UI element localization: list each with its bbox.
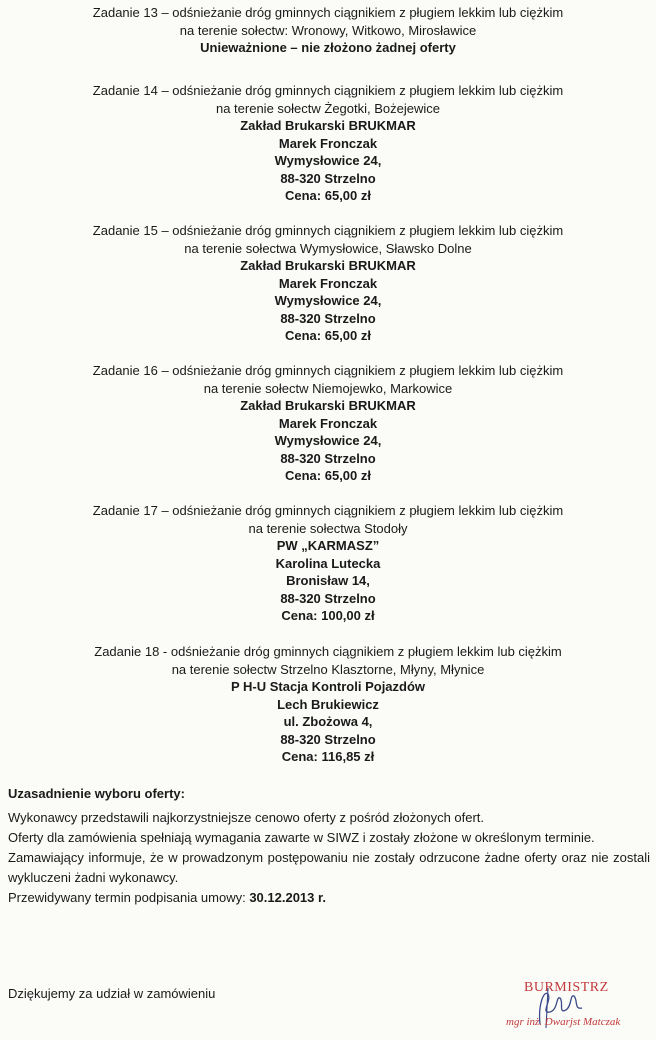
contractor-price: Cena: 65,00 zł [285, 188, 371, 203]
signing-date: 30.12.2013 r. [249, 890, 326, 905]
justification-heading: Uzasadnienie wyboru oferty: [8, 786, 185, 801]
contractor-name: Zakład Brukarski BRUKMAR [240, 118, 416, 133]
contractor-price: Cena: 65,00 zł [285, 328, 371, 343]
contractor-city: 88-320 Strzelno [280, 450, 376, 466]
contractor-address: Wymysłowice 24, [274, 433, 382, 448]
contractor-name: PW „KARMASZ” [276, 538, 380, 553]
task-17 [0, 502, 656, 625]
task-area: na terenie sołectw Strzelno Klasztorne, Młyny, Młynice [171, 661, 485, 677]
task-18 [0, 643, 656, 766]
contractor-address: Bronisław 14, [286, 573, 370, 588]
stamp-title: BURMISTRZ [524, 980, 609, 995]
contractor-address: Wymysłowice 24, [274, 153, 382, 168]
mayor-stamp [496, 976, 652, 1036]
contractor-address: ul. Zbożowa 4, [283, 714, 373, 729]
thanks-note: Dziękujemy za udział w zamówieniu [8, 986, 216, 1001]
task-title: Zadanie 16 – odśnieżanie dróg gminnych ciągnikiem z pługiem lekkim lub ciężkim [92, 363, 564, 378]
contractor-owner: Marek Fronczak [278, 275, 378, 291]
task-area: na terenie sołectwa Stodoły [248, 520, 408, 536]
task-16 [0, 362, 656, 485]
contractor-name: Zakład Brukarski BRUKMAR [240, 258, 416, 273]
contractor-price: Cena: 116,85 zł [281, 749, 375, 764]
contractor-name: P H-U Stacja Kontroli Pojazdów [230, 679, 426, 694]
task-title: Zadanie 18 - odśnieżanie dróg gminnych ciągnikiem z pługiem lekkim lub ciężkim [94, 644, 562, 659]
contractor-city: 88-320 Strzelno [280, 731, 376, 747]
task-area: na terenie sołectw: Wronowy, Witkowo, Mirosławice [179, 22, 477, 38]
task-status: Unieważnione – nie złożono żadnej oferty [200, 40, 456, 55]
task-area: na terenie sołectwa Wymysłowice, Sławsko Dolne [184, 240, 472, 256]
contractor-city: 88-320 Strzelno [280, 170, 376, 186]
task-title: Zadanie 13 – odśnieżanie dróg gminnych ciągnikiem z pługiem lekkim lub ciężkim [92, 5, 564, 20]
task-title: Zadanie 14 – odśnieżanie dróg gminnych ciągnikiem z pługiem lekkim lub ciężkim [92, 83, 564, 98]
justification-paragraph: Oferty dla zamówienia spełniają wymagania zawarte w SIWZ i zostały złożone w określonym terminie. [8, 830, 595, 845]
signing-date-label: Przewidywany termin podpisania umowy: [8, 890, 250, 905]
justification-paragraph: Wykonawcy przedstawili najkorzystniejsze cenowo oferty z pośród złożonych ofert. [8, 810, 485, 825]
task-title: Zadanie 15 – odśnieżanie dróg gminnych ciągnikiem z pługiem lekkim lub ciężkim [92, 223, 564, 238]
task-title: Zadanie 17 – odśnieżanie dróg gminnych ciągnikiem z pługiem lekkim lub ciężkim [92, 503, 564, 518]
contractor-city: 88-320 Strzelno [280, 310, 376, 326]
contractor-owner: Lech Brukiewicz [277, 696, 379, 712]
contractor-owner: Marek Fronczak [278, 415, 378, 431]
contractor-owner: Marek Fronczak [278, 135, 378, 151]
task-area: na terenie sołectw Niemojewko, Markowice [203, 380, 453, 396]
task-14 [0, 82, 656, 205]
contractor-owner: Karolina Lutecka [275, 555, 381, 571]
contractor-city: 88-320 Strzelno [280, 590, 376, 606]
justification-paragraph: Zamawiający informuje, że w prowadzonym postępowaniu nie zostały odrzucone żadne oferty oraz nie zostali wykluczeni żadni wykonawcy. [8, 850, 650, 885]
contractor-price: Cena: 100,00 zł [281, 608, 375, 623]
task-15 [0, 222, 656, 345]
justification-section [8, 784, 650, 908]
task-13 [0, 4, 656, 57]
contractor-price: Cena: 65,00 zł [285, 468, 371, 483]
task-area: na terenie sołectw Żegotki, Bożejewice [215, 100, 440, 116]
stamp-name: mgr inż. Dwarjst Matczak [506, 1016, 621, 1028]
signing-date-line [8, 888, 650, 908]
contractor-address: Wymysłowice 24, [274, 293, 382, 308]
contractor-name: Zakład Brukarski BRUKMAR [240, 398, 416, 413]
